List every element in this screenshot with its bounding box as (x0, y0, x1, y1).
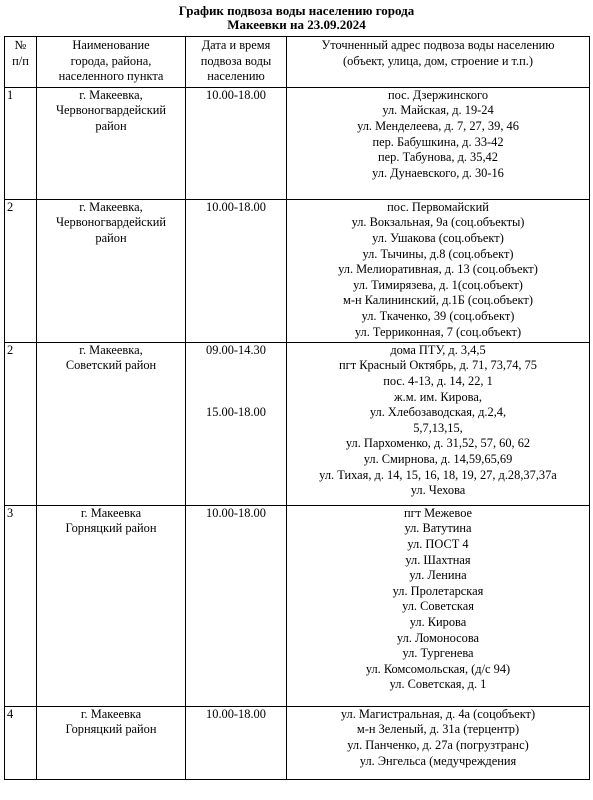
address-line: пер. Бабушкина, д. 33-42 (372, 134, 504, 149)
address-line: ул. Тихая, д. 14, 15, 16, 18, 19, 27, д.28,37,37а (319, 467, 557, 482)
address-line: ул. Вокзальная, 9а (соц.объекты) (351, 215, 525, 230)
address-line: ул. Советская, д. 1 (389, 677, 487, 692)
address-line: дома ПТУ, д. 3,4,5 (390, 342, 486, 357)
address-line: м-н Калининский, д.1Б (соц.объект) (343, 293, 533, 308)
row-addresses (287, 505, 590, 706)
row-time (186, 505, 287, 706)
row-place (37, 342, 186, 505)
row-number: 4 (5, 706, 37, 779)
address-line: ул. Терриконная, 7 (соц.объект) (354, 324, 522, 339)
address-line: ул. Панченко, д. 27а (погрузтранс) (347, 737, 529, 752)
address-line: ул. Пархоменко, д. 31,52, 57, 60, 62 (345, 436, 531, 451)
time-value: 10.00-18.00 (206, 199, 266, 214)
table-row (5, 87, 590, 199)
place-line: г. Макеевка, (79, 199, 143, 214)
address-line: ул. Чехова (410, 483, 466, 498)
header-address-line: (объект, улица, дом, строение и т.п.) (343, 53, 533, 68)
header-number-line: № (14, 38, 27, 52)
header-place-line: населенного пункта (58, 69, 164, 84)
row-place (37, 199, 186, 342)
address-line: ул. Шахтная (405, 552, 471, 567)
place-line: г. Макеевка (80, 706, 142, 721)
title-line-1: График подвоза воды населению города (178, 3, 415, 18)
time-value: 10.00-18.00 (206, 706, 266, 721)
header-place-line: Наименование (72, 38, 150, 52)
address-line: ул. Ушакова (соц.объект) (372, 230, 504, 245)
row-place (37, 505, 186, 706)
place-line: г. Макеевка, (79, 87, 143, 102)
row-number: 3 (5, 505, 37, 706)
address-line: ул. Советская (402, 599, 474, 614)
address-line: ул. Ткаченко, 39 (соц.объект) (361, 308, 515, 323)
place-line: Червоногвардейский (55, 215, 167, 230)
address-line: ул. Тычины, д.8 (соц.объект) (362, 246, 514, 261)
table-row (5, 199, 590, 342)
address-line: ул. Менделеева, д. 7, 27, 39, 46 (357, 118, 519, 133)
header-address-line: Уточненный адрес подвоза воды населению (321, 38, 555, 52)
row-addresses (287, 199, 590, 342)
header-address (287, 37, 590, 88)
row-addresses (287, 706, 590, 779)
time-spacer (188, 358, 284, 405)
time-value: 15.00-18.00 (206, 405, 266, 420)
address-line: ул. Ломоносова (396, 630, 480, 645)
table-row (5, 505, 590, 706)
address-line: ул. Смирнова, д. 14,59,65,69 (363, 451, 513, 466)
row-addresses (287, 87, 590, 199)
address-line: пос. Дзержинского (387, 87, 489, 102)
time-value: 10.00-18.00 (206, 505, 266, 520)
address-line: пос. Первомайский (387, 199, 489, 214)
row-time (186, 199, 287, 342)
header-time-line: подвоза воды (200, 53, 272, 68)
address-line: ул. Энгельса (медучреждения (359, 753, 517, 768)
row-addresses (287, 342, 590, 505)
address-line: ул. Мелиоративная, д. 13 (соц.объект) (338, 262, 538, 277)
address-line: ул. Кирова (409, 614, 467, 629)
row-place (37, 706, 186, 779)
place-line: район (95, 118, 127, 133)
row-number: 1 (5, 87, 37, 199)
place-line: Горняцкий район (65, 722, 157, 737)
water-schedule-table (4, 36, 590, 780)
place-line: г. Макеевка (80, 505, 142, 520)
address-line: ул. Магистральная, д. 4а (соцобъект) (340, 706, 536, 721)
place-line: Советский район (65, 358, 157, 373)
address-line: пгт Красный Октябрь, д. 71, 73,74, 75 (338, 358, 538, 373)
address-line: ж.м. им. Кирова, (394, 389, 482, 404)
header-time-line: Дата и время (201, 38, 271, 52)
address-line: ул. Пролетарская (392, 583, 484, 598)
row-time (186, 706, 287, 779)
address-line: ул. Тургенева (402, 646, 474, 661)
place-line: Червоногвардейский (55, 103, 167, 118)
title-line-2: Макеевки на 23.09.2024 (227, 17, 366, 32)
header-number-line: п/п (12, 53, 29, 68)
row-number: 2 (5, 342, 37, 505)
place-line: район (95, 230, 127, 245)
row-time (186, 342, 287, 505)
address-line: ул. Дунаевского, д. 30-16 (372, 165, 504, 180)
header-place (37, 37, 186, 88)
address-line: ул. Майская, д. 19-24 (382, 103, 494, 118)
row-number: 2 (5, 199, 37, 342)
row-time (186, 87, 287, 199)
address-line: пер. Табунова, д. 35,42 (378, 150, 498, 165)
table-row (5, 342, 590, 505)
table-row (5, 706, 590, 779)
address-line: ул. Хлебозаводская, д.2,4, (369, 405, 507, 420)
time-value: 09.00-14.30 (206, 342, 266, 357)
address-line: ул. Ленина (409, 568, 467, 583)
header-place-line: города, района, (70, 53, 152, 68)
address-line: пгт Межевое (403, 505, 473, 520)
address-line: пос. 4-13, д. 14, 22, 1 (383, 373, 493, 388)
header-number (5, 37, 37, 88)
address-line: м-н Зеленый, д. 31а (терцентр) (356, 722, 520, 737)
header-row (5, 37, 590, 88)
row-place (37, 87, 186, 199)
header-time-line: населению (207, 69, 265, 84)
header-time (186, 37, 287, 88)
address-line: ул. Тимирязева, д. 1(соц.объект) (353, 277, 523, 292)
address-line: 5,7,13,15, (413, 420, 463, 435)
time-value: 10.00-18.00 (206, 87, 266, 102)
address-line: ул. Комсомольская, (д/с 94) (365, 661, 511, 676)
document-title (0, 4, 593, 32)
place-line: г. Макеевка, (79, 342, 143, 357)
address-line: ул. ПОСТ 4 (407, 536, 469, 551)
place-line: Горняцкий район (65, 521, 157, 536)
address-line: ул. Ватутина (404, 521, 472, 536)
